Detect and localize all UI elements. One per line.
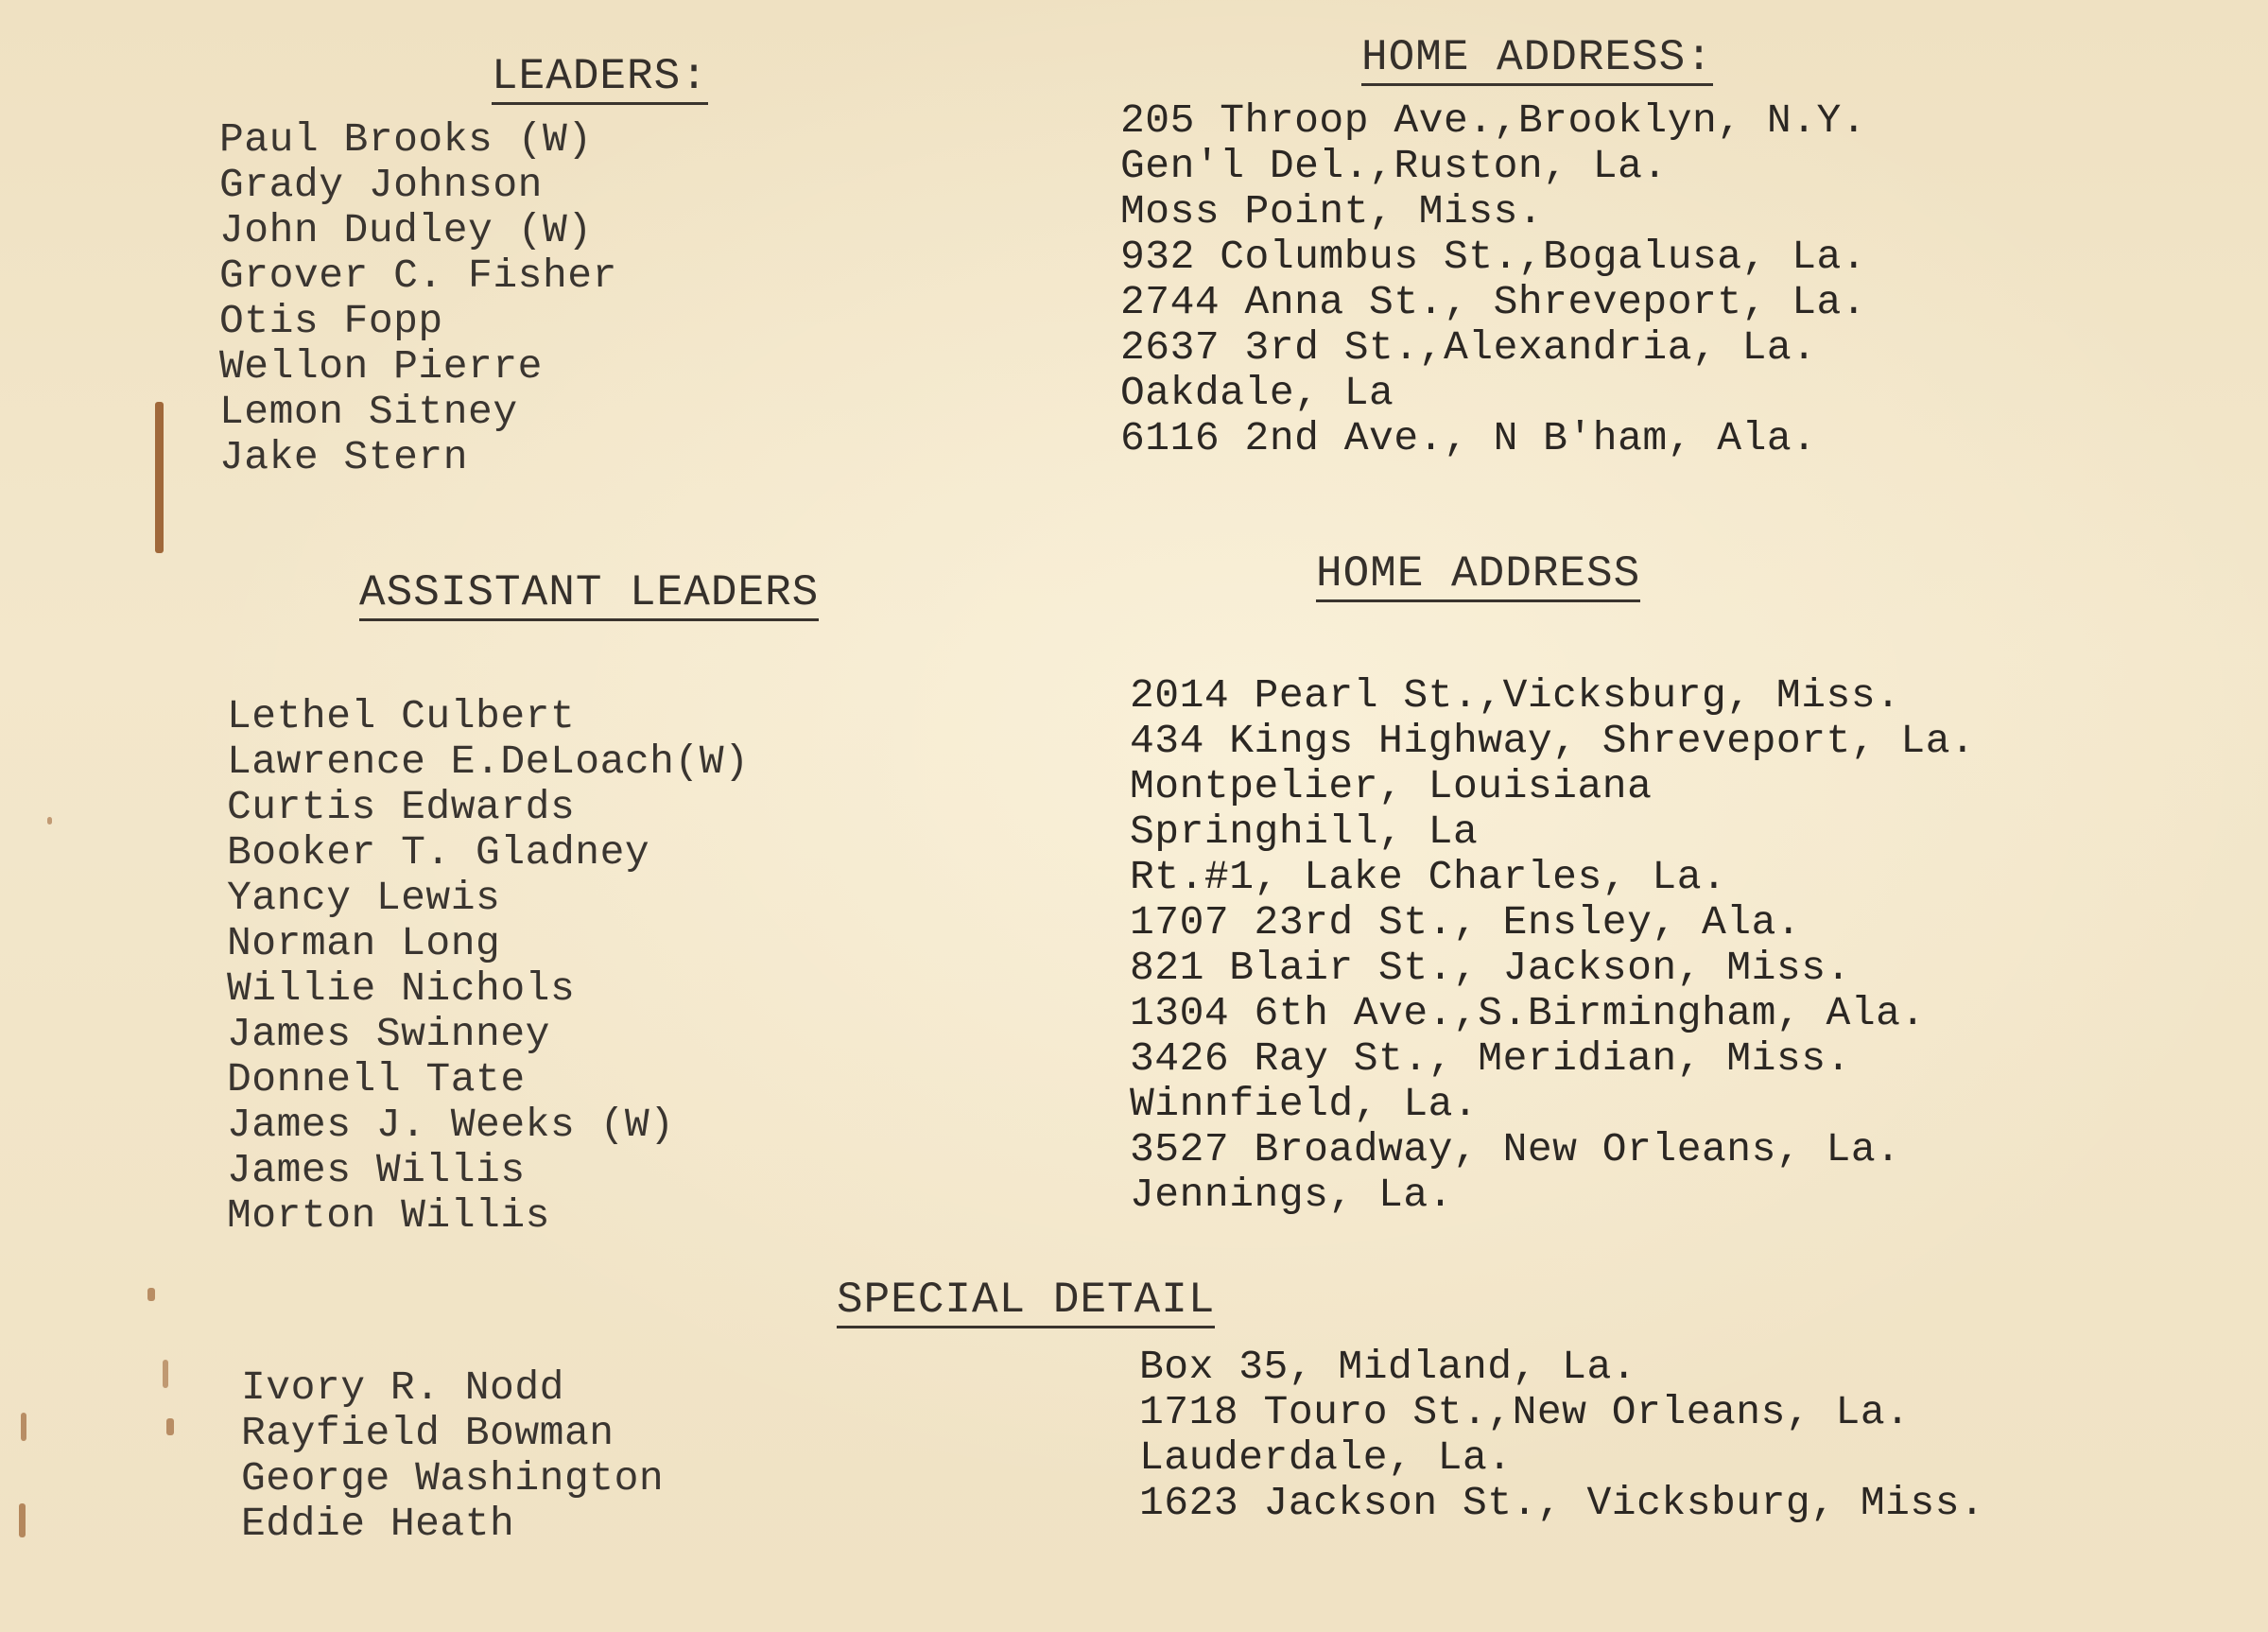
rust-speck [47,817,52,825]
leader-address: Gen'l Del.,Ruston, La. [1120,143,1668,189]
assistant-leader-address: 3527 Broadway, New Orleans, La. [1130,1126,1901,1172]
assistant-leader-name: Norman Long [227,920,501,966]
assistant-leader-name: Lethel Culbert [227,693,576,739]
leaders-heading: LEADERS: [492,55,708,105]
special-detail-heading: SPECIAL DETAIL [837,1278,1215,1328]
assistant-leader-address: 821 Blair St., Jackson, Miss. [1130,945,1851,991]
assistant-leader-name: James J. Weeks (W) [227,1102,675,1148]
leaders-address-heading: HOME ADDRESS: [1361,36,1713,86]
rust-speck [163,1360,168,1388]
special-detail-address: 1718 Touro St.,New Orleans, La. [1139,1389,1911,1435]
assistant-leader-address: 1304 6th Ave.,S.Birmingham, Ala. [1130,990,1926,1036]
assistant-leader-name: Lawrence E.DeLoach(W) [227,738,750,785]
special-detail-address: 1623 Jackson St., Vicksburg, Miss. [1139,1480,1985,1526]
assistant-leader-name: James Willis [227,1147,526,1193]
special-detail-address: Box 35, Midland, La. [1139,1344,1637,1390]
leader-name: Grady Johnson [219,162,543,208]
leader-address: Oakdale, La [1120,370,1394,416]
assistant-leader-name: Donnell Tate [227,1056,526,1102]
leader-address: 205 Throop Ave.,Brooklyn, N.Y. [1120,97,1867,144]
leader-name: Jake Stern [219,434,469,480]
rust-speck [21,1413,26,1441]
staple-rust-mark [155,402,164,553]
special-detail-name: Rayfield Bowman [241,1410,615,1456]
assistant-leader-address: 2014 Pearl St.,Vicksburg, Miss. [1130,672,1901,719]
special-detail-address-list [1139,1345,1984,1526]
leaders-names-list [219,117,617,480]
assistant-leaders-address-heading: HOME ADDRESS [1316,552,1640,602]
rust-speck [19,1503,26,1537]
assistant-leaders-names-list [227,694,749,1239]
assistant-leaders-address-list [1130,673,1975,1218]
assistant-leader-name: Yancy Lewis [227,875,501,921]
assistant-leader-name: Morton Willis [227,1192,550,1239]
special-detail-names-list [241,1365,664,1547]
assistant-leader-name: James Swinney [227,1011,550,1057]
assistant-leader-address: Montpelier, Louisiana [1130,763,1653,809]
special-detail-name: George Washington [241,1455,665,1502]
assistant-leader-address: Winnfield, La. [1130,1081,1479,1127]
leader-name: John Dudley (W) [219,207,593,253]
assistant-leader-address: 3426 Ray St., Meridian, Miss. [1130,1035,1851,1082]
leader-name: Wellon Pierre [219,343,543,390]
leader-address: 2744 Anna St., Shreveport, La. [1120,279,1867,325]
special-detail-address: Lauderdale, La. [1139,1434,1513,1481]
leader-name: Grover C. Fisher [219,252,617,299]
leader-address: 932 Columbus St.,Bogalusa, La. [1120,234,1867,280]
special-detail-name: Eddie Heath [241,1501,515,1547]
assistant-leader-name: Booker T. Gladney [227,829,650,876]
assistant-leader-name: Curtis Edwards [227,784,576,830]
leader-address: 6116 2nd Ave., N B'ham, Ala. [1120,415,1817,461]
special-detail-name: Ivory R. Nodd [241,1364,564,1411]
leader-address: 2637 3rd St.,Alexandria, La. [1120,324,1817,371]
assistant-leader-address: Jennings, La. [1130,1172,1453,1218]
leader-name: Paul Brooks (W) [219,116,593,163]
assistant-leader-name: Willie Nichols [227,965,576,1012]
assistant-leaders-heading: ASSISTANT LEADERS [359,571,819,621]
assistant-leader-address: 1707 23rd St., Ensley, Ala. [1130,899,1802,946]
assistant-leader-address: Springhill, La [1130,808,1479,855]
assistant-leader-address: Rt.#1, Lake Charles, La. [1130,854,1727,900]
assistant-leader-address: 434 Kings Highway, Shreveport, La. [1130,718,1976,764]
leader-address: Moss Point, Miss. [1120,188,1544,234]
rust-speck [147,1288,155,1301]
leader-name: Lemon Sitney [219,389,518,435]
leader-name: Otis Fopp [219,298,443,344]
leaders-address-list [1120,98,1866,461]
rust-speck [166,1418,174,1435]
